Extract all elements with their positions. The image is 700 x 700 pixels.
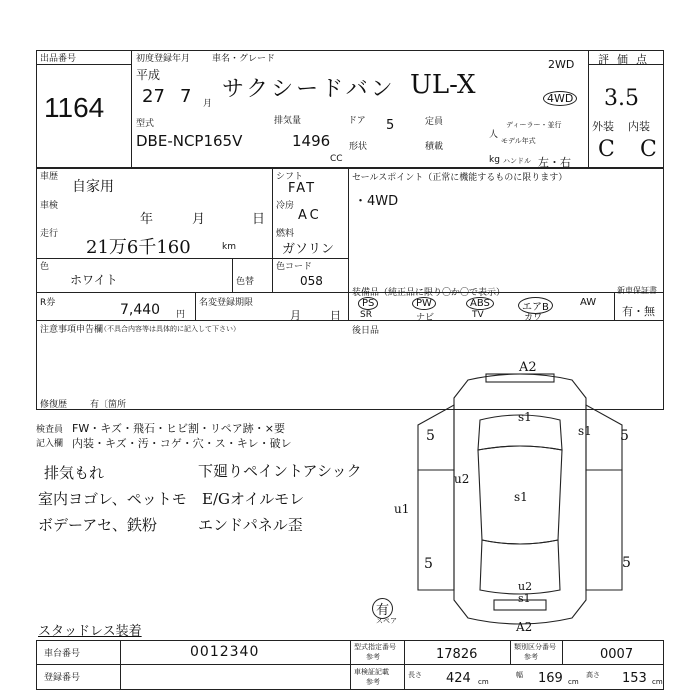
exterior-score: C (598, 137, 615, 162)
legend-row2-label: 記入欄 (36, 439, 64, 449)
first-reg-label: 初度登録年月 (136, 54, 191, 64)
mark-front-a2: A2 (519, 360, 537, 375)
mark-hood-s1: s1 (518, 410, 532, 424)
mark-left-u2: u2 (454, 472, 470, 486)
length-value: 424 (446, 671, 471, 686)
model-label: 型式 (136, 119, 155, 129)
mileage-unit: km (222, 242, 236, 252)
fuel-value: ガソリン (282, 242, 335, 257)
category-sub: 参考 (524, 653, 538, 661)
color-value: ホワイト (70, 273, 118, 287)
equip-aw: AW (580, 297, 597, 308)
mileage-label: 走行 (40, 229, 59, 239)
inspection-year: 年 (140, 212, 154, 227)
score-label: 評価点 (598, 53, 655, 66)
inspector-note-6: エンドパネル歪 (198, 516, 303, 534)
inspector-note-4: 下廻りペイントアシック (198, 462, 362, 480)
width-label: 幅 (516, 671, 523, 679)
warranty-value: 有・無 (622, 305, 655, 318)
handle-value: 左・右 (538, 156, 571, 169)
displacement-label: 排気量 (274, 116, 302, 126)
inspector-note-3: ボデーアセ、鉄粉 (38, 516, 157, 534)
mileage-value: 21万6千160 (86, 237, 191, 258)
inspector-note-2: 室内ヨゴレ、ペットモ (38, 490, 187, 508)
model-code: DBE-NCP165V (136, 132, 243, 150)
model-year-label: モデル年式 (501, 137, 536, 145)
car-name-label: 車名・グレード (212, 54, 276, 64)
type-designation-sub: 参考 (366, 653, 380, 661)
equipment-label: 装備品（純正品に限り〇か〇で表示） (352, 288, 506, 298)
recycle-value: 7,440 (120, 302, 161, 318)
displacement-unit: CC (330, 154, 343, 164)
dealer-label: ディーラー・並行 (506, 121, 562, 129)
color-code: 058 (300, 274, 323, 288)
notes-label: 注意事項申告欄 (40, 325, 104, 335)
mark-right-s1: s1 (578, 424, 592, 438)
drive-4wd: 4WD (543, 91, 577, 106)
mark-rear-s1: s1 (518, 592, 531, 605)
fuel-label: 燃料 (276, 229, 295, 239)
legend-row1-label: 検査員 (36, 425, 64, 435)
doors-value: 5 (386, 118, 395, 133)
chassis-label: 車台番号 (44, 649, 81, 659)
dims-sub: 参考 (366, 678, 380, 686)
length-unit: cm (478, 678, 489, 686)
doors-label: ドア (348, 116, 366, 126)
stud-tire-note: スタッドレス装着 (38, 624, 142, 639)
warranty-label: 新車保証書 (617, 286, 657, 295)
recycle-label: R券 (40, 298, 56, 308)
length-label: 長さ (408, 671, 422, 679)
displacement-value: 1496 (292, 132, 331, 150)
deadline-day: 日 (330, 309, 341, 322)
category-value: 0007 (600, 647, 634, 662)
first-reg-month-unit: 月 (203, 99, 213, 109)
sales-point-value: ・4WD (354, 194, 399, 209)
first-reg-month: 7 (180, 86, 192, 107)
height-unit: cm (652, 678, 663, 686)
handle-label: ハンドル (503, 157, 531, 165)
history-label: 車歴 (40, 172, 59, 182)
lot-label: 出品番号 (40, 54, 77, 64)
inspection-label: 車検 (40, 201, 59, 211)
reg-number-label: 登録番号 (44, 673, 81, 683)
color-change-label: 色替 (236, 277, 255, 287)
mark-fr-tire: 5 (620, 428, 629, 444)
deadline-month: 月 (290, 309, 301, 322)
score-value: 3.5 (604, 86, 639, 111)
equip-sr: SR (360, 310, 372, 320)
legend-row2: 内装・キズ・汚・コゲ・穴・ス・キレ・破レ (72, 437, 292, 450)
height-label: 高さ (586, 671, 600, 679)
rear-seat-label: 後日品 (352, 326, 380, 336)
interior-score: C (640, 137, 657, 162)
repair-label: 修復歴 (40, 400, 68, 410)
inspector-note-1: 排気もれ (44, 464, 105, 482)
capacity-unit: 人 (489, 130, 499, 140)
history-value: 自家用 (72, 179, 114, 195)
shape-label: 形状 (349, 142, 368, 152)
first-reg-year: 27 (142, 86, 165, 107)
equip-airbag: エアB (518, 297, 553, 314)
equip-navi: ナビ (416, 313, 435, 323)
width-value: 169 (538, 671, 563, 686)
equip-tv: TV (472, 310, 484, 320)
mark-rr-tire: 5 (622, 555, 631, 571)
mark-fl-tire: 5 (426, 428, 435, 444)
type-designation-value: 17826 (436, 647, 478, 662)
equip-pw: PW (412, 297, 436, 310)
height-value: 153 (622, 671, 647, 686)
interior-label: 内装 (628, 120, 650, 133)
equip-abs: ABS (466, 297, 494, 310)
repair-value: 有〔箇所 (90, 400, 127, 410)
car-grade-value: UL-X (410, 70, 476, 100)
recycle-unit: 円 (176, 310, 186, 320)
type-designation-label: 型式指定番号 (354, 643, 396, 651)
lot-number: 1164 (44, 92, 105, 123)
exterior-label: 外装 (592, 120, 614, 133)
inspection-month: 月 (192, 212, 206, 227)
drive-2wd: 2WD (548, 58, 575, 71)
shift-value: FAT (288, 181, 317, 196)
load-unit: kg (489, 155, 500, 165)
car-name-value: サクシードバン (222, 77, 396, 102)
mark-roof-s1: s1 (514, 490, 528, 504)
notes-sub: （不具合内容等は具体的に記入して下さい） (100, 325, 240, 333)
spare-value: 有 (372, 598, 393, 619)
inspector-note-5: E/Gオイルモレ (202, 490, 305, 508)
equip-leather: カワ (524, 313, 543, 323)
mark-rl-tire: 5 (424, 556, 433, 572)
capacity-label: 定員 (425, 117, 444, 127)
first-reg-era: 平成 (136, 68, 161, 82)
mark-rear-a2: A2 (516, 620, 533, 634)
mark-left-u1: u1 (394, 502, 410, 516)
ac-value: AC (298, 208, 322, 223)
sales-point-label: セールスポイント（正常に機能するものに限ります） (352, 173, 568, 183)
legend-row1: FW・キズ・飛石・ヒビ割・リペア跡・×要 (72, 422, 285, 435)
shift-label: シフト (276, 172, 304, 182)
color-code-label: 色コード (276, 262, 313, 272)
chassis-value: 0012340 (190, 644, 260, 660)
color-label: 色 (40, 262, 50, 272)
load-label: 積載 (425, 142, 444, 152)
equip-ps: PS (358, 297, 378, 310)
width-unit: cm (568, 678, 579, 686)
dims-label: 車検証記載 (354, 668, 389, 676)
ac-label: 冷房 (276, 201, 295, 211)
category-label: 類別区分番号 (514, 643, 556, 651)
spare-label: スペア (376, 617, 397, 625)
deadline-label: 名変登録期限 (199, 298, 254, 308)
mark-rear-u2: u2 (518, 580, 533, 593)
inspection-day: 日 (252, 212, 266, 227)
